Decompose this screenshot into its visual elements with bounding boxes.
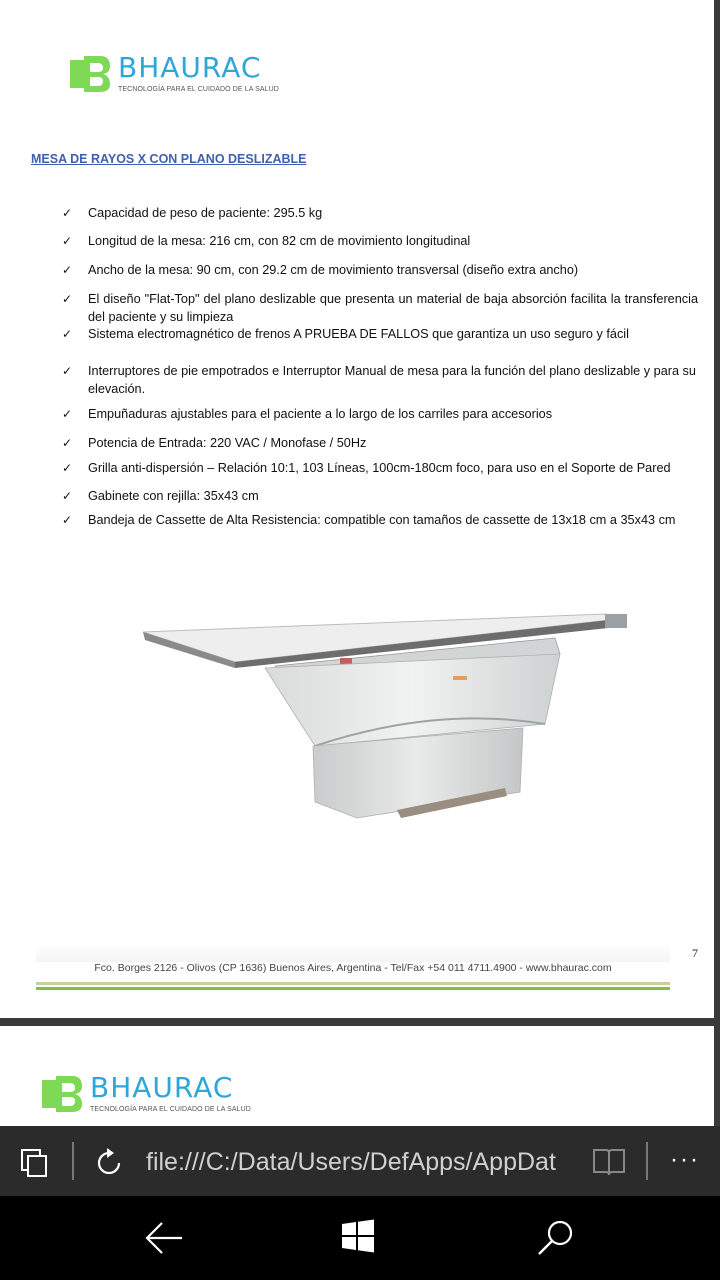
- feature-item: ✓ Empuñaduras ajustables para el paciente a lo largo de los carriles para accesorios: [62, 407, 553, 421]
- logo-brand: BHAURAC: [118, 51, 262, 84]
- checkmark-icon: ✓: [62, 407, 73, 421]
- footer-band: [36, 944, 670, 962]
- more-menu-button[interactable]: ···: [670, 1146, 700, 1173]
- footer-divider: [36, 987, 670, 990]
- bhaurac-logo-mark: [42, 1074, 82, 1114]
- windows-start-icon[interactable]: [340, 1218, 376, 1254]
- toolbar-separator: [72, 1142, 74, 1180]
- page-number: 7: [692, 946, 698, 960]
- section-heading[interactable]: MESA DE RAYOS X CON PLANO DESLIZABLE: [31, 152, 307, 166]
- refresh-icon[interactable]: [92, 1146, 126, 1180]
- feature-item: ✓ Ancho de la mesa: 90 cm, con 29.2 cm de movimiento transversal (diseño extra ancho): [62, 263, 579, 277]
- logo-brand: BHAURAC: [90, 1071, 234, 1104]
- company-logo: [42, 1071, 251, 1114]
- feature-item: ✓ Longitud de la mesa: 216 cm, con 82 cm de movimiento longitudinal: [62, 234, 471, 248]
- xray-table-image: [135, 596, 635, 832]
- checkmark-icon: ✓: [62, 292, 73, 306]
- search-icon[interactable]: [536, 1218, 576, 1258]
- footer-divider: [36, 982, 670, 985]
- logo-tagline: TECNOLOGÍA PARA EL CUIDADO DE LA SALUD: [118, 86, 279, 93]
- feature-item: ✓ Interruptores de pie empotrados e Interruptor Manual de mesa para la función del plano deslizable y para su elevación.: [62, 364, 696, 396]
- system-nav-bar: [0, 1196, 720, 1280]
- checkmark-icon: ✓: [62, 206, 73, 220]
- toolbar-separator: [646, 1142, 648, 1180]
- reading-view-icon[interactable]: [592, 1146, 626, 1178]
- url-field[interactable]: file:///C:/Data/Users/DefApps/AppDat: [146, 1148, 556, 1176]
- feature-item: ✓ Bandeja de Cassette de Alta Resistencia: compatible con tamaños de cassette de 13x18 cm a 35x43 cm: [62, 513, 676, 527]
- logo-tagline: TECNOLOGÍA PARA EL CUIDADO DE LA SALUD: [90, 1106, 251, 1113]
- feature-item: ✓ Gabinete con rejilla: 35x43 cm: [62, 489, 259, 503]
- bhaurac-logo-mark: [70, 54, 110, 94]
- feature-item: ✓ Sistema electromagnético de frenos A PRUEBA DE FALLOS que garantiza un uso seguro y fácil: [62, 327, 629, 341]
- checkmark-icon: ✓: [62, 234, 73, 248]
- checkmark-icon: ✓: [62, 513, 73, 527]
- feature-item: ✓ Capacidad de peso de paciente: 295.5 kg: [62, 206, 323, 220]
- feature-item: ✓ Potencia de Entrada: 220 VAC / Monofase / 50Hz: [62, 436, 367, 450]
- browser-address-bar: [0, 1126, 720, 1196]
- footer-address: Fco. Borges 2126 - Olivos (CP 1636) Buenos Aires, Argentina - Tel/Fax +54 011 4711.4900 - www.bhaurac.com: [94, 962, 612, 974]
- checkmark-icon: ✓: [62, 436, 73, 450]
- checkmark-icon: ✓: [62, 263, 73, 277]
- feature-item: ✓ El diseño "Flat-Top" del plano deslizable que presenta un material de baja absorción facilita la transferencia del paciente y su limpieza: [62, 292, 698, 324]
- company-logo: [70, 51, 279, 94]
- document-page-next: [0, 1026, 714, 1126]
- checkmark-icon: ✓: [62, 327, 73, 341]
- feature-item: ✓ Grilla anti-dispersión – Relación 10:1, 103 Líneas, 100cm-180cm foco, para uso en el Soporte de Pared: [62, 461, 671, 475]
- checkmark-icon: ✓: [62, 461, 73, 475]
- back-arrow-icon[interactable]: [144, 1220, 184, 1256]
- checkmark-icon: ✓: [62, 489, 73, 503]
- tabs-icon[interactable]: [20, 1148, 50, 1178]
- checkmark-icon: ✓: [62, 364, 73, 378]
